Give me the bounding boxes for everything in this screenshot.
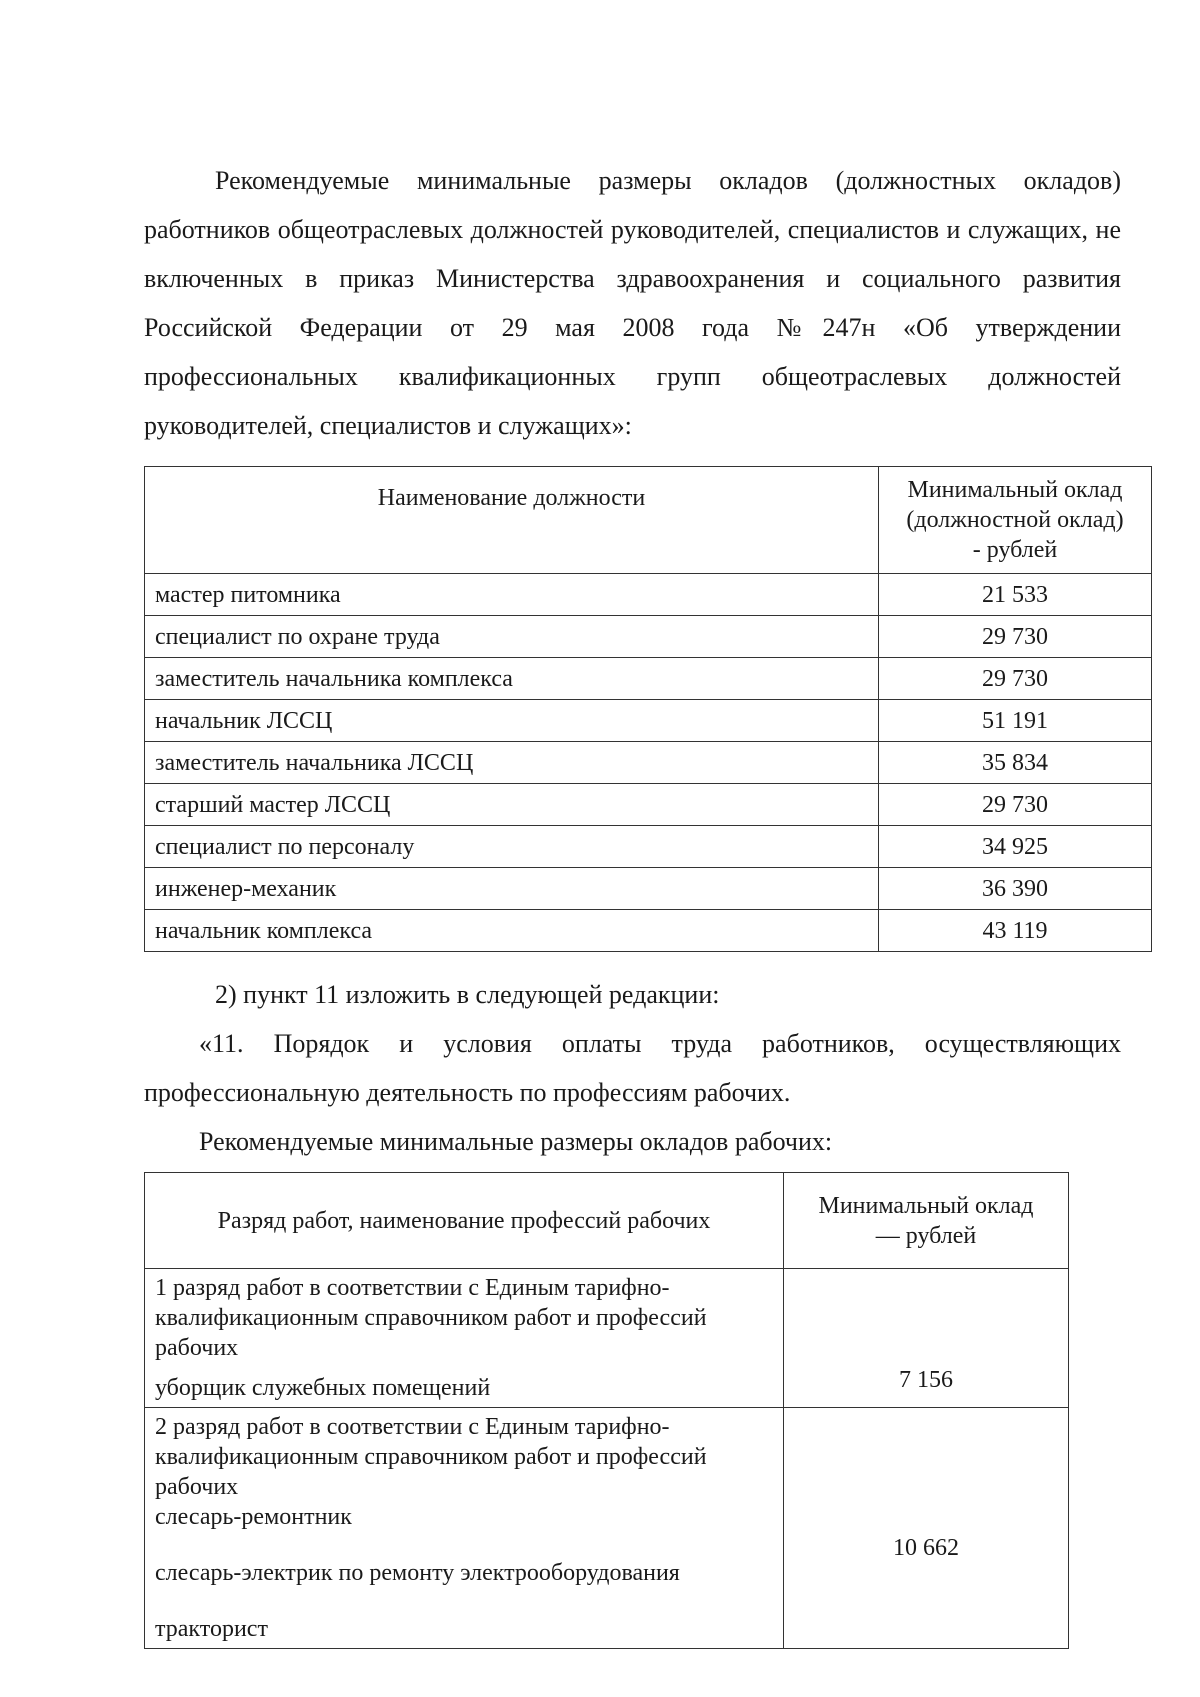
profession-name: слесарь-ремонтник — [155, 1504, 352, 1530]
position-salary: 43 119 — [879, 910, 1152, 952]
position-name: заместитель начальника ЛССЦ — [145, 742, 879, 784]
header-position: Наименование должности — [145, 467, 879, 574]
header-salary — [879, 467, 1152, 574]
table-header-row — [145, 467, 1152, 574]
clause-11-paragraph: «11. Порядок и условия оплаты труда работников, осуществляющих профессиональную деятельность по профессиям рабочих. — [144, 1029, 1121, 1107]
position-salary: 29 730 — [879, 784, 1152, 826]
grade-1-cell — [145, 1269, 784, 1408]
profession-name: уборщик служебных помещений — [155, 1375, 491, 1401]
table-row — [145, 868, 1152, 910]
position-name: специалист по охране труда — [145, 616, 879, 658]
grade-title-line3: рабочих — [155, 1474, 239, 1500]
position-name: старший мастер ЛССЦ — [145, 784, 879, 826]
table-row — [145, 784, 1152, 826]
position-name: специалист по персоналу — [145, 826, 879, 868]
table-row — [145, 1269, 1069, 1408]
intro-paragraph: Рекомендуемые минимальные размеры окладов (должностных окладов) работников общеотраслевых должностей руководителей, специалистов и служащих, не включенных в приказ Министерства здравоохранения и социального развития Российской Федерации от 29 мая 2008 года №247н «Об утверждении профессиональных квалификационных групп общеотраслевых должностей руководителей, специалистов и служащих»: — [144, 166, 1121, 440]
table-row — [145, 826, 1152, 868]
position-salary: 21 533 — [879, 574, 1152, 616]
position-salary: 51 191 — [879, 700, 1152, 742]
position-name: мастер питомника — [145, 574, 879, 616]
positions-salary-table — [144, 466, 1152, 952]
table-header-row — [145, 1173, 1069, 1269]
grade-title-line2: квалификационным справочником работ и профессий — [155, 1444, 707, 1470]
header-worker-salary — [784, 1173, 1069, 1269]
grade-title-line3: рабочих — [155, 1335, 239, 1361]
position-salary: 29 730 — [879, 616, 1152, 658]
workers-intro-paragraph: Рекомендуемые минимальные размеры окладов рабочих: — [199, 1127, 833, 1156]
profession-name: слесарь-электрик по ремонту электрооборудования — [155, 1560, 680, 1586]
position-salary: 29 730 — [879, 658, 1152, 700]
position-salary: 35 834 — [879, 742, 1152, 784]
grade-2-cell — [145, 1408, 784, 1649]
table-row — [145, 658, 1152, 700]
position-salary: 36 390 — [879, 868, 1152, 910]
header-salary-line3: - рублей — [972, 537, 1058, 563]
header-worker-salary-line1: Минимальный оклад — [818, 1192, 1034, 1219]
header-salary-line2: (должностной оклад) — [906, 507, 1124, 533]
grade-title-line1: 1 разряд работ в соответствии с Единым тарифно- — [155, 1275, 670, 1301]
profession-name: тракторист — [155, 1616, 268, 1642]
table-row — [145, 910, 1152, 952]
grade-title-line2: квалификационным справочником работ и профессий — [155, 1305, 707, 1331]
grade-2-salary: 10 662 — [784, 1408, 1069, 1649]
table-row — [145, 1408, 1069, 1649]
position-name: начальник комплекса — [145, 910, 879, 952]
table-row — [145, 616, 1152, 658]
position-name: заместитель начальника комплекса — [145, 658, 879, 700]
position-salary: 34 925 — [879, 826, 1152, 868]
table-row — [145, 574, 1152, 616]
position-name: инженер-механик — [145, 868, 879, 910]
grade-1-salary: 7 156 — [784, 1269, 1069, 1408]
header-salary-line1: Минимальный оклад — [907, 477, 1123, 503]
table-row — [145, 742, 1152, 784]
grade-title-line1: 2 разряд работ в соответствии с Единым тарифно- — [155, 1414, 670, 1440]
position-name: начальник ЛССЦ — [145, 700, 879, 742]
header-worker-salary-line2: — рублей — [875, 1222, 977, 1249]
clause-2-paragraph: 2) пункт 11 изложить в следующей редакции: — [215, 980, 720, 1009]
workers-salary-table — [144, 1172, 1069, 1649]
header-category: Разряд работ, наименование профессий рабочих — [145, 1173, 784, 1269]
table-row — [145, 700, 1152, 742]
